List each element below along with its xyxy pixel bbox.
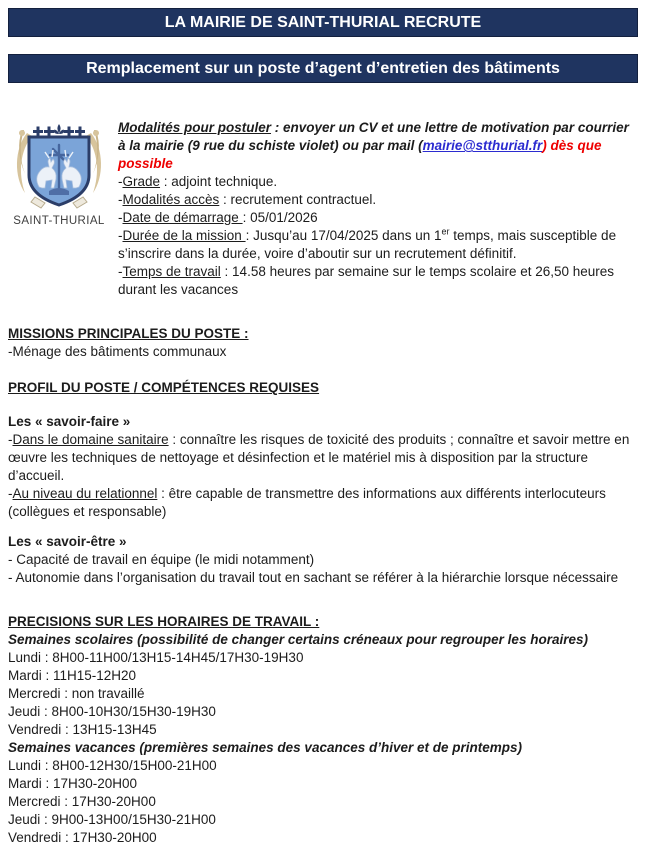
intro-text bbox=[118, 119, 638, 299]
missions-title: MISSIONS PRINCIPALES DU POSTE : bbox=[8, 326, 249, 341]
detail-date-value: : 05/01/2026 bbox=[242, 210, 318, 225]
relationnel-label: Au niveau du relationnel bbox=[12, 486, 158, 501]
town-logo bbox=[8, 119, 110, 299]
detail-duree-value-2: temps, mais susceptible de s’inscrire dans la durée, voire d’aboutir sur un recrutement définitif. bbox=[118, 228, 617, 261]
detail-duree-value-1: : Jusqu’au 17/04/2025 dans un 1 bbox=[245, 228, 442, 243]
horaires-section bbox=[8, 613, 638, 847]
scolaires-lundi: Lundi : 8H00-11H00/13H15-14H45/17H30-19H30 bbox=[8, 650, 304, 665]
scolaires-mardi: Mardi : 11H15-12H20 bbox=[8, 668, 137, 683]
dash: - bbox=[118, 264, 123, 279]
dash: - bbox=[118, 210, 123, 225]
sanitaire-label: Dans le domaine sanitaire bbox=[12, 432, 169, 447]
detail-date bbox=[118, 209, 638, 227]
detail-duree bbox=[118, 227, 638, 263]
detail-acces-value: : recrutement contractuel. bbox=[219, 192, 377, 207]
ordinal-superscript: er bbox=[441, 226, 450, 237]
banner-subtitle-text: Remplacement sur un poste d’agent d’entretien des bâtiments bbox=[86, 60, 560, 77]
detail-temps-label: Temps de travail bbox=[122, 264, 221, 279]
vacances-lundi: Lundi : 8H00-12H30/15H00-21H00 bbox=[8, 758, 217, 773]
banner-title-text: LA MAIRIE DE SAINT-THURIAL RECRUTE bbox=[164, 14, 482, 31]
profil-title: PROFIL DU POSTE / COMPÉTENCES REQUISES bbox=[8, 380, 320, 395]
equipe-item: - Capacité de travail en équipe (le midi notamment) bbox=[8, 552, 315, 567]
detail-temps-value: : 14.58 heures par semaine sur le temps scolaire et 26,50 heures durant les vacances bbox=[118, 264, 615, 297]
banner-title bbox=[8, 8, 638, 37]
vacances-jeudi: Jeudi : 9H00-13H00/15H30-21H00 bbox=[8, 812, 216, 827]
detail-grade bbox=[118, 173, 638, 191]
application-instructions bbox=[118, 119, 638, 173]
urgency-note: ) dès que possible bbox=[118, 138, 602, 171]
savoir-etre-block bbox=[8, 533, 638, 587]
savoir-faire-block bbox=[8, 413, 638, 521]
logo-caption: SAINT-THURIAL bbox=[13, 215, 105, 227]
dash: - bbox=[118, 174, 123, 189]
scolaires-heading: Semaines scolaires (possibilité de changer certains créneaux pour regrouper les horaires) bbox=[8, 632, 588, 647]
email-link[interactable]: mairie@stthurial.fr bbox=[422, 138, 543, 153]
banner-subtitle bbox=[8, 54, 638, 83]
savoir-etre-heading: Les « savoir-être » bbox=[8, 534, 127, 549]
detail-temps bbox=[118, 263, 638, 299]
modalites-label: Modalités pour postuler bbox=[118, 120, 272, 135]
vacances-vendredi: Vendredi : 17H30-20H00 bbox=[8, 830, 157, 845]
vacances-heading: Semaines vacances (premières semaines des vacances d’hiver et de printemps) bbox=[8, 740, 523, 755]
vacances-mardi: Mardi : 17H30-20H00 bbox=[8, 776, 138, 791]
vacances-mercredi: Mercredi : 17H30-20H00 bbox=[8, 794, 156, 809]
autonomie-item: - Autonomie dans l’organisation du travail tout en sachant se référer à la hiérarchie lorsque nécessaire bbox=[8, 570, 619, 585]
dash: - bbox=[118, 228, 123, 243]
dash: - bbox=[8, 432, 13, 447]
mission-item: -Ménage des bâtiments communaux bbox=[8, 344, 227, 359]
detail-acces bbox=[118, 191, 638, 209]
scolaires-mercredi: Mercredi : non travaillé bbox=[8, 686, 145, 701]
detail-duree-label: Durée de la mission bbox=[122, 228, 246, 243]
dash: - bbox=[118, 192, 123, 207]
intro-section bbox=[8, 119, 638, 299]
profil-section bbox=[8, 379, 638, 587]
savoir-faire-heading: Les « savoir-faire » bbox=[8, 414, 131, 429]
scolaires-vendredi: Vendredi : 13H15-13H45 bbox=[8, 722, 157, 737]
coat-of-arms-image bbox=[11, 123, 107, 211]
scolaires-jeudi: Jeudi : 8H00-10H30/15H30-19H30 bbox=[8, 704, 216, 719]
detail-date-label: Date de démarrage bbox=[122, 210, 243, 225]
detail-grade-label: Grade bbox=[122, 174, 161, 189]
horaires-title: PRECISIONS SUR LES HORAIRES DE TRAVAIL : bbox=[8, 614, 320, 629]
modalites-text: : envoyer un CV et une lettre de motivation par courrier à la mairie (9 rue du schiste violet) ou par mail ( bbox=[118, 120, 629, 153]
dash: - bbox=[8, 486, 13, 501]
sanitaire-text: : connaître les risques de toxicité des produits ; connaître et savoir mettre en œuvre les techniques de nettoyage et désinfection et le matériel mis à disposition par la structure d’accueil. bbox=[8, 432, 630, 483]
relationnel-text: : être capable de transmettre des informations aux différents interlocuteurs (collègues et responsable) bbox=[8, 486, 606, 519]
detail-grade-value: : adjoint technique. bbox=[160, 174, 278, 189]
detail-acces-label: Modalités accès bbox=[122, 192, 220, 207]
relationnel-item bbox=[8, 485, 638, 521]
sanitaire-item bbox=[8, 431, 638, 485]
missions-section bbox=[8, 325, 638, 361]
